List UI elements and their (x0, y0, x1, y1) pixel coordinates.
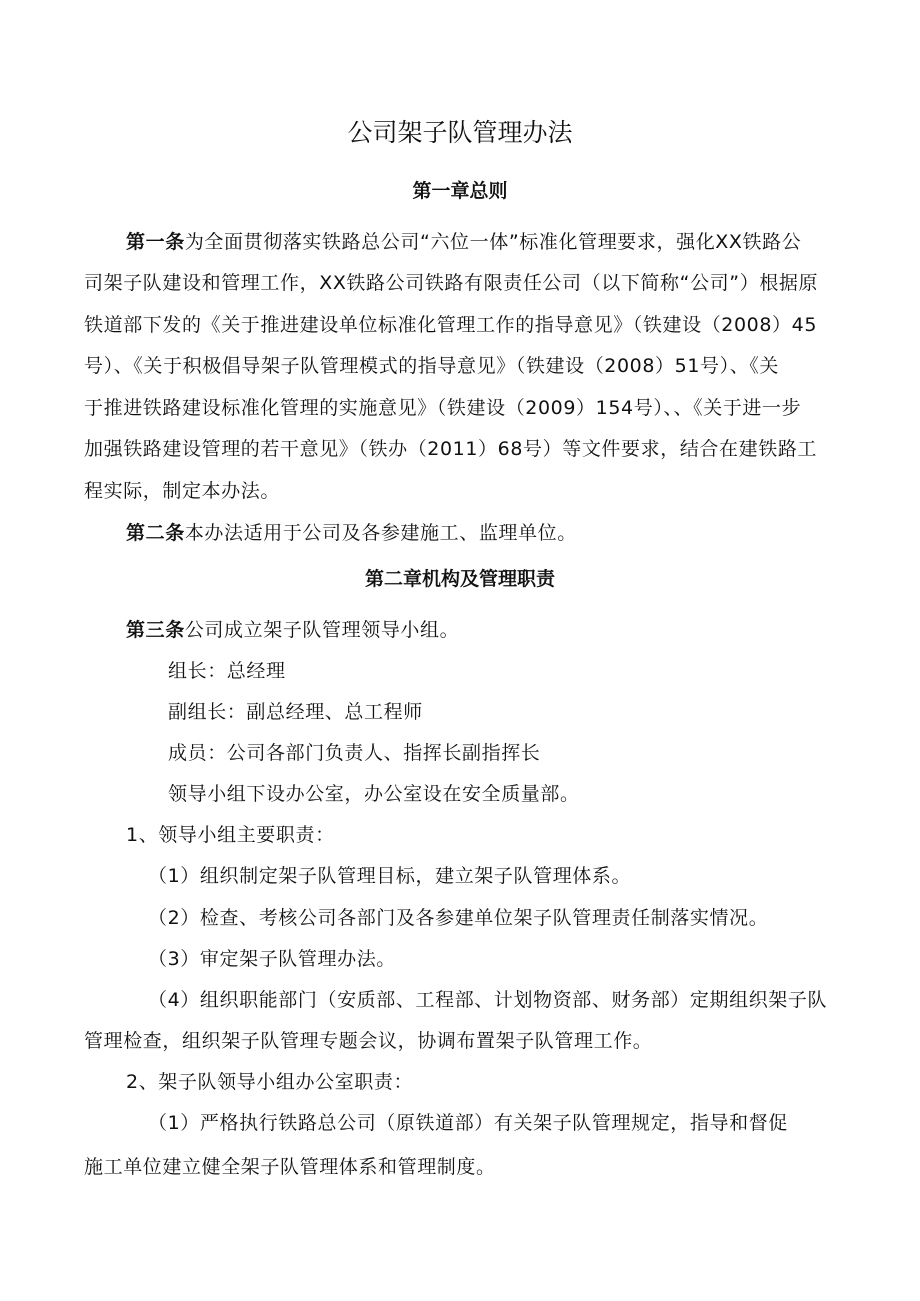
article-1-text-1: 为全面贯彻落实铁路总公司“六位一体”标准化管理要求，强化XX铁路公 (184, 231, 802, 253)
group-members: 成员：公司各部门负责人、指挥长副指挥长 (168, 742, 541, 764)
section-1-item-4-line-2: 管理检查，组织架子队管理专题会议，协调布置架子队管理工作。 (84, 1030, 653, 1052)
section-1-item-2: （2）检查、考核公司各部门及各参建单位架子队管理责任制落实情况。 (148, 907, 769, 929)
article-2-text: 本办法适用于公司及各参建施工、监理单位。 (184, 522, 577, 544)
article-1-line-4: 号）、《关于积极倡导架子队管理模式的指导意见》（铁建设（2008）51号）、《关 (84, 355, 780, 377)
group-leader: 组长：总经理 (168, 660, 286, 682)
article-1-line-7: 程实际，制定本办法。 (84, 480, 281, 502)
group-office: 领导小组下设办公室，办公室设在安全质量部。 (168, 783, 580, 805)
article-1-line-1 (126, 227, 801, 254)
section-1-heading: 1、领导小组主要职责： (126, 824, 335, 846)
chapter-1-heading: 第一章总则 (412, 180, 508, 202)
article-2 (126, 518, 577, 545)
article-1-line-2: 司架子队建设和管理工作，XX铁路公司铁路有限责任公司（以下简称“公司”）根据原 (84, 272, 819, 294)
article-1-line-3: 铁道部下发的《关于推进建设单位标准化管理工作的指导意见》（铁建设（2008）45 (84, 314, 818, 336)
section-2-item-1-line-2: 施工单位建立健全架子队管理体系和管理制度。 (84, 1156, 496, 1178)
article-2-label: 第二条 (126, 522, 185, 544)
section-1-item-1: （1）组织制定架子队管理目标，建立架子队管理体系。 (148, 865, 632, 887)
article-3-label: 第三条 (126, 619, 185, 641)
section-1-item-3: （3）审定架子队管理办法。 (148, 948, 396, 970)
section-2-heading: 2、架子队领导小组办公室职责： (126, 1071, 414, 1093)
article-1-line-5: 于推进铁路建设标准化管理的实施意见》（铁建设（2009）154号）、、《关于进一步 (84, 397, 802, 419)
chapter-2-heading: 第二章机构及管理职责 (364, 568, 555, 590)
document-title: 公司架子队管理办法 (347, 118, 573, 147)
section-1-item-4-line-1: （4）组织职能部门（安质部、工程部、计划物资部、财务部）定期组织架子队 (148, 989, 828, 1011)
article-1-label: 第一条 (126, 231, 185, 253)
section-2-item-1-line-1: （1）严格执行铁路总公司（原铁道部）有关架子队管理规定，指导和督促 (148, 1112, 788, 1134)
group-deputy: 副组长：副总经理、总工程师 (168, 701, 423, 723)
article-3-text: 公司成立架子队管理领导小组。 (184, 619, 460, 641)
article-1-line-6: 加强铁路建设管理的若干意见》（铁办（2011）68号）等文件要求，结合在建铁路工 (84, 438, 818, 460)
article-3 (126, 615, 459, 642)
